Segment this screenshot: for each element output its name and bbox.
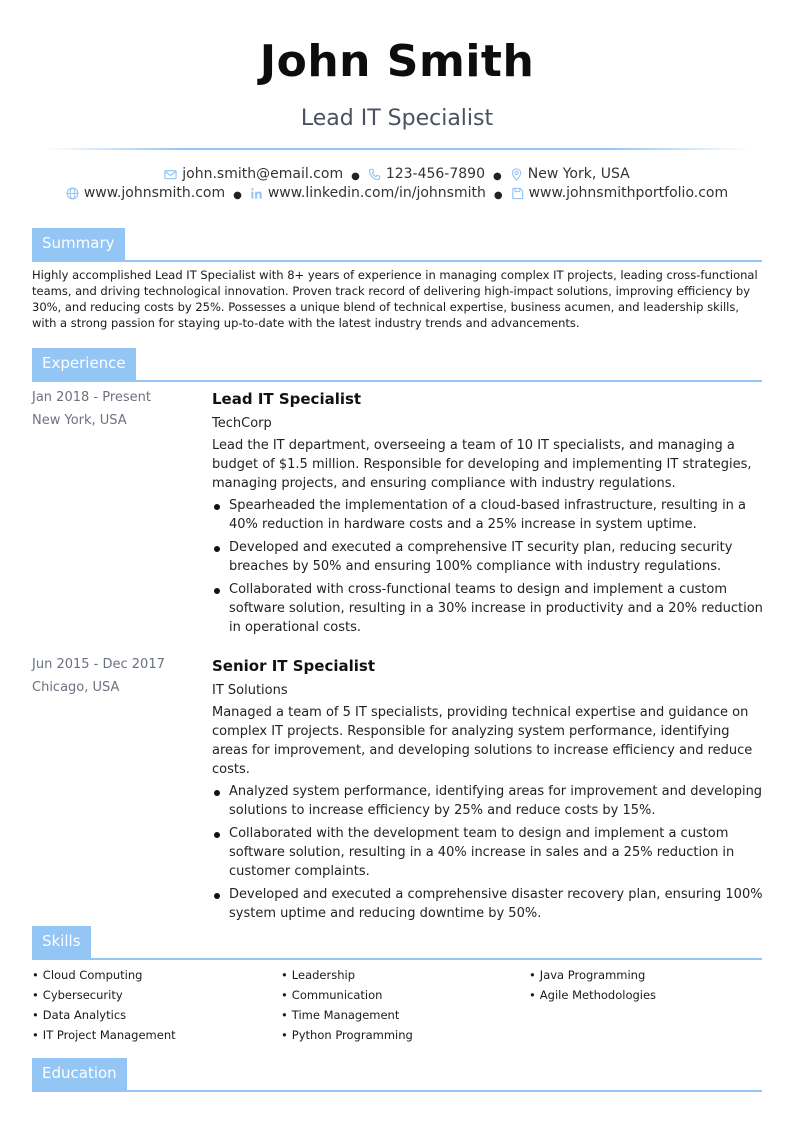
job-1-dates: Jan 2018 - Present: [32, 390, 151, 405]
education-heading: Education: [32, 1058, 127, 1090]
skill-item: • Agile Methodologies: [529, 985, 759, 1005]
list-item: Developed and executed a comprehensive disaster recovery plan, ensuring 100% system uptime and reducing downtime by 50%.: [212, 885, 764, 923]
job-2-meta: [32, 653, 207, 699]
separator-dot: ●: [351, 171, 360, 182]
skill-item: • IT Project Management: [32, 1025, 272, 1045]
globe-icon: [66, 187, 79, 200]
skill-item: • Cybersecurity: [32, 985, 272, 1005]
contact-email[interactable]: [164, 166, 343, 182]
contact-phone[interactable]: [368, 166, 485, 182]
experience-section-header: [32, 348, 762, 382]
portfolio-icon: [511, 187, 524, 200]
separator-dot: ●: [233, 190, 242, 201]
contact-location-text: New York, USA: [527, 166, 630, 182]
phone-icon: [368, 168, 381, 181]
list-item: Collaborated with cross-functional teams to design and implement a custom software solution, resulting in a 30% increase in productivity and a 20% reduction in operational costs.: [212, 580, 764, 637]
list-item: Spearheaded the implementation of a cloud-based infrastructure, resulting in a 40% reduction in hardware costs and a 25% increase in system uptime.: [212, 496, 764, 534]
contact-website[interactable]: [66, 185, 225, 201]
job-1-location: New York, USA: [32, 413, 127, 428]
contact-row-1: [0, 166, 794, 185]
job-1: [212, 387, 764, 641]
summary-text: Highly accomplished Lead IT Specialist with 8+ years of experience in managing complex IT projects, leading cross-functional teams, and driving technological innovation. Proven track record of delivering high-impact solutions, improving efficiency by 30%, and reducing costs by 25%. Possesses a unique blend of technical expertise, business acumen, and leadership skills, with a strong passion for staying up-to-date with the latest industry trends and advancements.: [32, 268, 758, 330]
contact-website-text: www.johnsmith.com: [83, 185, 226, 201]
contact-email-text: john.smith@email.com: [182, 166, 344, 182]
separator-dot: ●: [493, 190, 503, 201]
skill-item: • Data Analytics: [32, 1005, 272, 1025]
job-1-bullets: [212, 496, 764, 637]
contact-linkedin-text: www.linkedin.com/in/johnsmith: [267, 185, 486, 201]
summary-heading: Summary: [32, 228, 125, 260]
job-2-bullets: [212, 782, 764, 923]
skill-item: • Leadership: [281, 965, 521, 985]
skill-item: • Cloud Computing: [32, 965, 272, 985]
job-1-company: TechCorp: [212, 416, 272, 431]
job-2: [212, 654, 764, 927]
skill-item: • Java Programming: [529, 965, 759, 985]
contact-row-2: [0, 185, 794, 204]
job-1-title: Lead IT Specialist: [212, 390, 362, 408]
linkedin-icon: [250, 187, 263, 200]
list-item: Developed and executed a comprehensive IT security plan, reducing security breaches by 50% and ensuring 100% compliance with industry regulations.: [212, 538, 764, 576]
contact-phone-text: 123-456-7890: [385, 166, 485, 182]
job-2-description: Managed a team of 5 IT specialists, providing technical expertise and guidance on complex IT projects. Responsible for analyzing system performance, identifying areas for improvement, and developing solutions to increase efficiency and reduce costs.: [212, 705, 753, 777]
contact-portfolio-text: www.johnsmithportfolio.com: [528, 185, 729, 201]
list-item: Collaborated with the development team to design and implement a custom software solution, resulting in a 40% increase in sales and a 25% reduction in customer complaints.: [212, 824, 764, 881]
job-1-meta: [32, 386, 207, 432]
job-2-location: Chicago, USA: [32, 680, 120, 695]
job-2-company: IT Solutions: [212, 683, 288, 698]
candidate-title: Lead IT Specialist: [300, 106, 494, 131]
skills-column-3: [529, 965, 759, 1005]
location-pin-icon: [510, 168, 523, 181]
skills-section-header: [32, 926, 762, 960]
envelope-icon: [164, 168, 177, 181]
contact-portfolio[interactable]: [511, 185, 729, 201]
experience-heading: Experience: [32, 348, 136, 380]
skills-column-1: [32, 965, 272, 1045]
job-2-dates: Jun 2015 - Dec 2017: [32, 657, 165, 672]
summary-section-header: [32, 228, 762, 262]
candidate-name: John Smith: [259, 36, 535, 87]
separator-dot: ●: [493, 171, 502, 182]
skills-column-2: [281, 965, 521, 1045]
skill-item: • Time Management: [281, 1005, 521, 1025]
skills-heading: Skills: [32, 926, 91, 958]
education-section-header: [32, 1058, 762, 1092]
header-divider: [44, 148, 750, 150]
list-item: Analyzed system performance, identifying areas for improvement and developing solutions to increase efficiency by 25% and reduce costs by 15%.: [212, 782, 764, 820]
contact-linkedin[interactable]: [250, 185, 486, 201]
job-2-title: Senior IT Specialist: [212, 657, 376, 675]
skill-item: • Python Programming: [281, 1025, 521, 1045]
contact-location: [510, 166, 630, 182]
job-1-description: Lead the IT department, overseeing a team of 10 IT specialists, and managing a budget of $1.5 million. Responsible for developing and implementing IT strategies, managing projects, and ensuring compliance with industry regulations.: [212, 438, 752, 491]
skill-item: • Communication: [281, 985, 521, 1005]
